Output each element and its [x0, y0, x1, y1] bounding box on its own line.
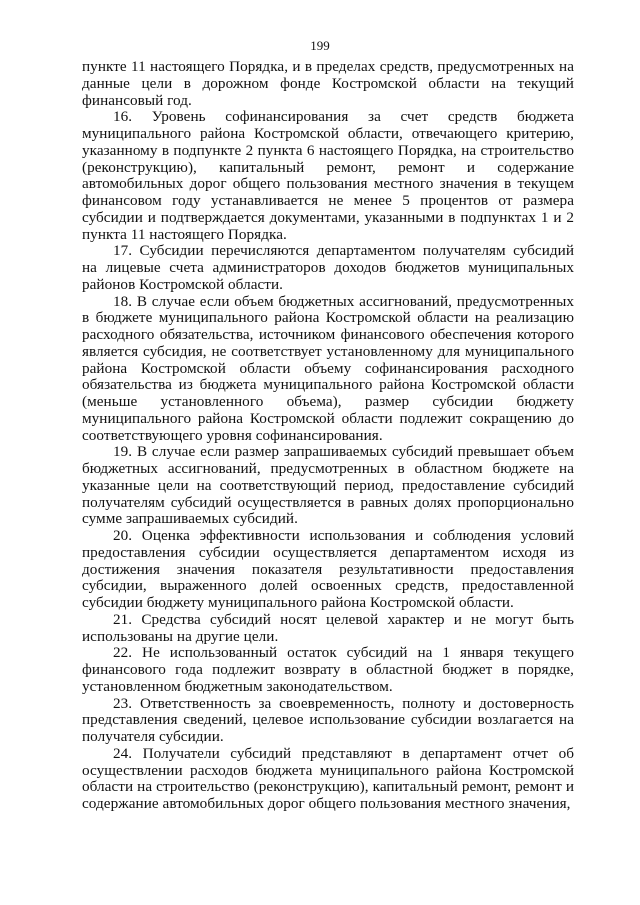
paragraph-16: 16. Уровень софинансирования за счет средств бюджета муниципального района Костромской области, отвечающего критерию, указанному в подпункте 2 пункта 6 настоящего Порядка, на строительство (реконструкцию), капитальный ремонт, ремонт и содержание автомобильных дорог общего пользования местного значения в текущем финансовом году устанавливается не менее 5 процентов от размера субсидии и подтверждается документами, указанными в подпунктах 1 и 2 пункта 11 настоящего Порядка.	[82, 108, 574, 243]
paragraph-19: 19. В случае если размер запрашиваемых субсидий превышает объем бюджетных ассигнований, предусмотренных в областном бюджете на указанные цели на соответствующий период, предоставление субсидий получателям субсидий осуществляется в равных долях пропорционально сумме запрашиваемых субсидий.	[82, 443, 574, 528]
page-number: 199	[310, 38, 330, 53]
paragraph-23: 23. Ответственность за своевременность, полноту и достоверность представления сведений, целевое использование субсидии возлагается на получателя субсидии.	[82, 694, 574, 745]
paragraph-20: 20. Оценка эффективности использования и соблюдения условий предоставления субсидии осуществляется департаментом исходя из достижения значения показателя результативности предоставления субсидии, выраженного долей освоенных средств, предоставленной субсидии бюджету муниципального района Костромской области.	[82, 527, 574, 611]
paragraph-24: 24. Получатели субсидий представляют в департамент отчет об осуществлении расходов бюджета муниципального района Костромской области на строительство (реконструкцию), капитальный ремонт, ремонт и содержание автомобильных дорог общего пользования местного значения,	[82, 744, 574, 812]
paragraph-continuation: пункте 11 настоящего Порядка, и в пределах средств, предусмотренных на данные цели в дорожном фонде Костромской области на текущий финансовый год.	[82, 58, 574, 109]
paragraph-17: 17. Субсидии перечисляются департаментом получателям субсидий на лицевые счета администраторов доходов бюджетов муниципальных районов Костромской области.	[82, 242, 574, 293]
paragraph-22: 22. Не использованный остаток субсидий на 1 января текущего финансового года подлежит возврату в областной бюджет в порядке, установленном бюджетным законодательством.	[82, 644, 574, 695]
paragraph-18: 18. В случае если объем бюджетных ассигнований, предусмотренных в бюджете муниципального района Костромской области на реализацию расходного обязательства, источником финансового обеспечения которого является субсидия, не соответствует установленному для муниципального района Костромской области объему софинансирования расходного обязательства из бюджета муниципального района Костромской области (меньше установленного объема), размер субсидии бюджету муниципального района Костромской области подлежит сокращению до соответствующего уровня софинансирования.	[82, 292, 574, 444]
document-body	[82, 59, 574, 813]
paragraph-21: 21. Средства субсидий носят целевой характер и не могут быть использованы на другие цели.	[82, 610, 574, 645]
